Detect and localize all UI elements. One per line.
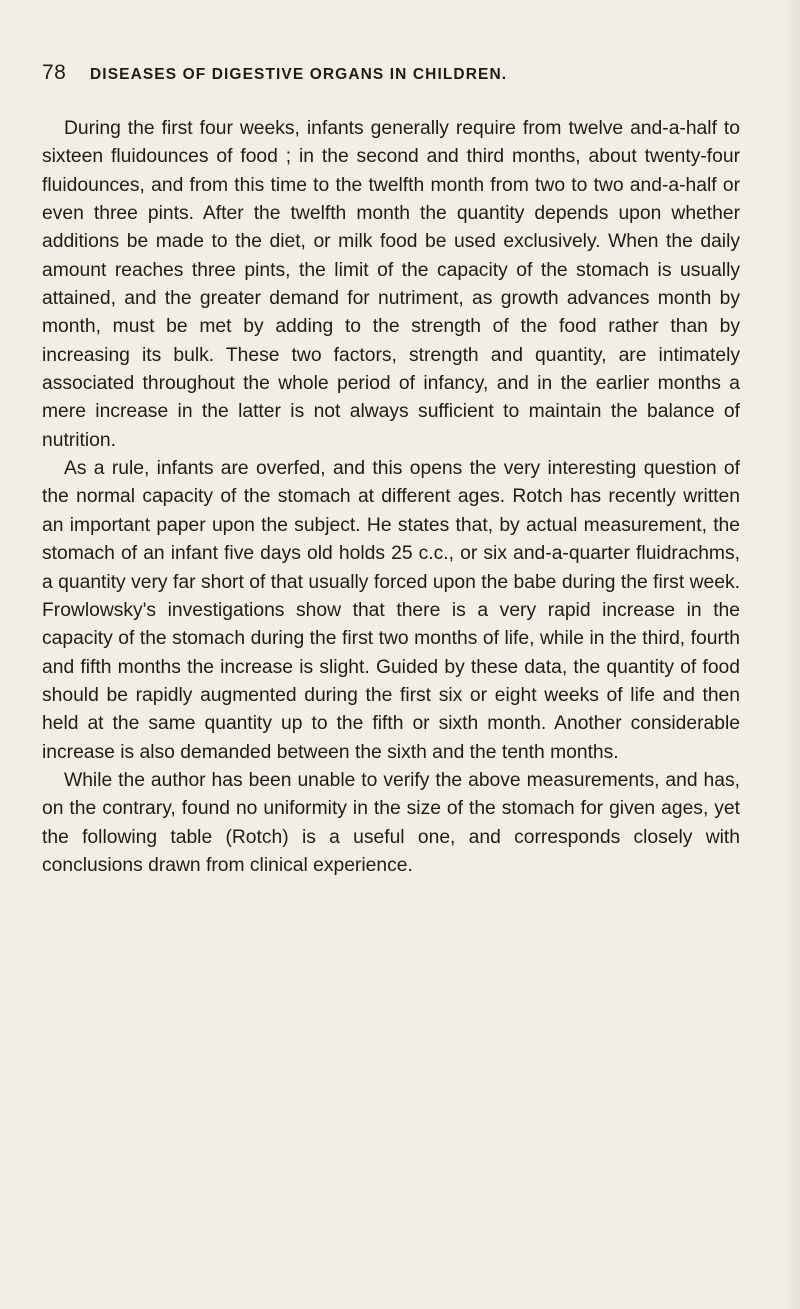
running-head — [42, 61, 742, 89]
paragraph: As a rule, infants are overfed, and this opens the very interesting question of the normal capacity of the stomach at different ages. Rotch has recently written an important paper upon the subject. He states that, by actual measurement, the stomach of an infant five days old holds 25 c.c., or six and-a-quarter fluidrachms, a quantity very far short of that usually forced upon the babe during the first week. Frowlowsky's investigations show that there is a very rapid increase in the capacity of the stomach during the first two months of life, while in the third, fourth and fifth months the increase is slight. Guided by these data, the quantity of food should be rapidly augmented during the first six or eight weeks of life and then held at the same quantity up to the fifth or sixth month. Another considerable increase is also demanded between the sixth and the tenth months. — [42, 458, 740, 763]
paragraph: During the first four weeks, infants generally require from twelve and-a-half to sixteen fluidounces of food ; in the second and third months, about twenty-four fluidounces, and from this time to the twelfth month from two to two and-a-half or even three pints. After the twelfth month the quantity depends upon whether additions be made to the diet, or milk food be used exclusively. When the daily amount reaches three pints, the limit of the capacity of the stomach is usually attained, and the greater demand for nutriment, as growth advances month by month, must be met by adding to the strength of the food rather than by increasing its bulk. These two factors, strength and quantity, are intimately associated throughout the whole period of infancy, and in the earlier months a mere increase in the latter is not always sufficient to maintain the balance of nutrition. — [42, 118, 740, 451]
page-edge-shadow — [786, 0, 800, 1309]
paragraph: While the author has been unable to verify the above measurements, and has, on the contrary, found no uniformity in the size of the stomach for given ages, yet the following table (Rotch) is a useful one, and corresponds closely with conclusions drawn from clinical experience. — [42, 769, 740, 876]
page-number: 78 — [42, 61, 67, 84]
running-title: DISEASES OF DIGESTIVE ORGANS IN CHILDREN. — [90, 66, 508, 83]
body-text — [42, 115, 740, 880]
